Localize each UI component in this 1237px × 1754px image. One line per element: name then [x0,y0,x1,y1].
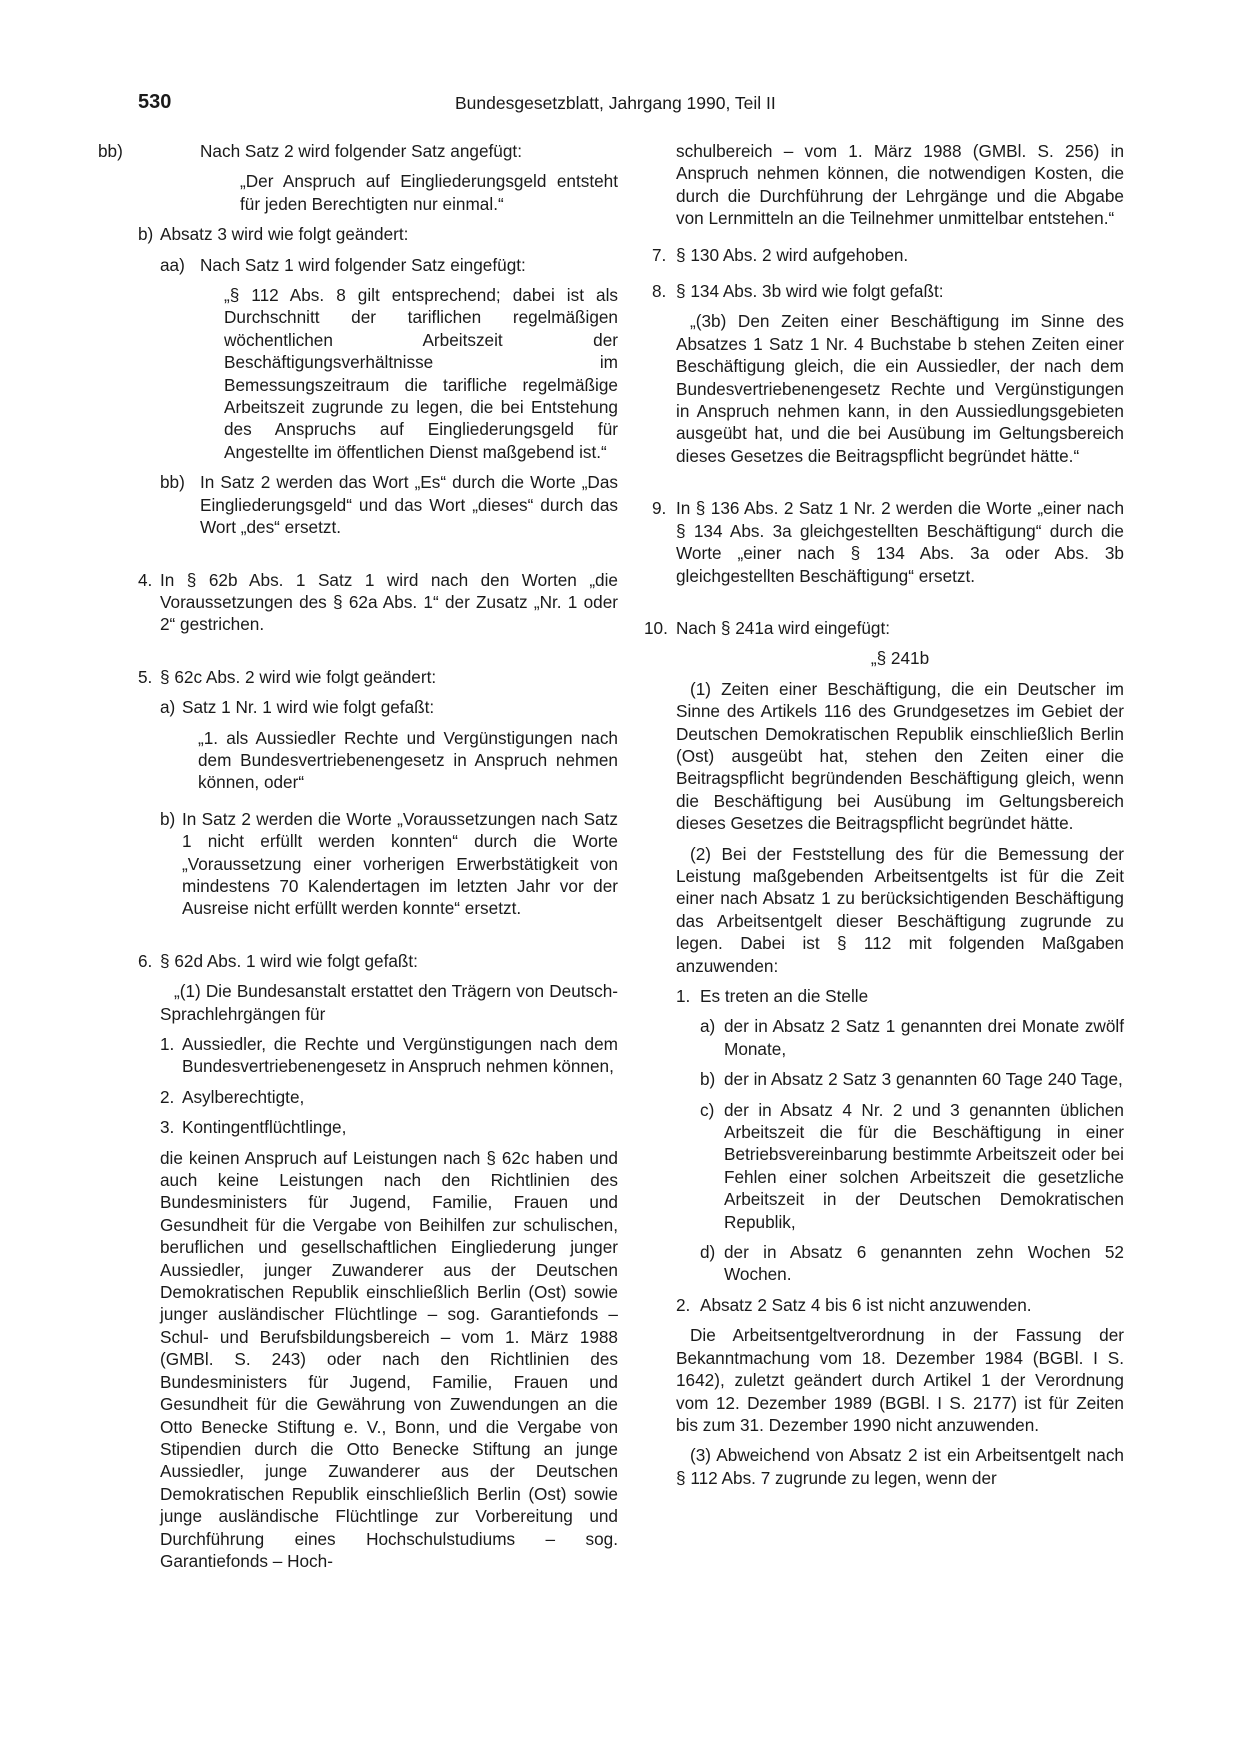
paragraph-text: Die Arbeitsentgeltverordnung in der Fassung der Bekanntmachung vom 18. Dezember 1984 (BGBl. I S. 1642), zuletzt geändert durch Artikel 1 der Verordnung vom 12. Dezember 1989 (BGBl. I S. 2177) ist für Zeiten bis zum 31. Dezember 1990 nicht anzuwenden. [676,1325,1124,1435]
quote-text: „(3b) Den Zeiten einer Beschäftigung im Sinne des Absatzes 1 Satz 1 Nr. 4 Buchstabe b stehen Zeiten einer Beschäftigung gleich, die ein Aussiedler, der nach dem Bundesvertriebenengesetz Rechte und Vergünstigungen in Anspruch nehmen kann, in den Aussiedlungsgebieten ausgeübt hat, und die bei Ausübung im Geltungsbereich dieses Gesetzes die Beitragspflicht begründet hätte.“ [676,311,1124,466]
item-text: der in Absatz 2 Satz 3 genannten 60 Tage 240 Tage, [724,1069,1123,1090]
item-label: a) [160,697,176,718]
item-label: b) [160,808,176,829]
quote-block [138,980,618,1025]
sub-list-item [652,1068,1124,1090]
paragraph-text: (2) Bei der Feststellung des für die Bemessung der Leistung maßgebenden Arbeitsentgelts ist für die Zeit einer nach Absatz 1 zu berücksichtigenden Beschäftigung das Arbeitsentgelt dieser Beschäftigung zugrunde zu legen. Dabei ist § 112 mit folgenden Maßgaben anzuwenden: [676,843,1124,976]
item-text: Aussiedler, die Rechte und Vergünstigungen nach dem Bundesvertriebenengesetz in Anspruch nehmen können, [182,1034,618,1077]
paragraph-text: die keinen Anspruch auf Leistungen nach § 62c haben und auch keine Leistungen nach den Richtlinien des Bundesministers für Jugend, Familie, Frauen und Gesundheit für die Vergabe von Beihilfen zur schulischen, beruflichen und gesellschaftlichen Eingliederung junger Aussiedler, junger Zuwanderer aus der Deutschen Demokratischen Republik einschließlich Berlin (Ost) sowie junger ausländischer Flüchtlinge – sog. Garantiefonds – Schul- und Berufsbildungsbereich – vom 1. März 1988 (GMBl. S. 243) oder nach den Richtlinien des Bundesministers für Jugend, Familie, Frauen und Gesundheit für die Gewährung von Zuwendungen an die Otto Benecke Stiftung e. V., Bonn, und die Vergabe von Stipendien durch die Otto Benecke Stiftung an junge Aussiedler, junge Zuwanderer aus der Deutschen Demokratischen Republik einschließlich Berlin (Ost) sowie junge ausländische Flüchtlinge zur Vorbereitung und Durchführung eines Hochschulstudiums – sog. Garantiefonds – Hoch- [160,1147,618,1571]
item-label: c) [700,1099,715,1120]
amendment-item-5 [138,666,618,688]
item-label: 8. [652,281,667,302]
amendment-bb-1 [98,140,618,162]
item-label: aa) [160,254,185,275]
item-label: 9. [652,498,667,519]
item-text: Kontingentflüchtlinge, [182,1117,347,1138]
amendment-item-5b [138,808,618,920]
item-text: Es treten an die Stelle [700,986,869,1006]
item-text: In § 62b Abs. 1 Satz 1 wird nach den Worten „die Voraussetzungen des § 62a Abs. 1“ der Zusatz „Nr. 1 oder 2“ gestrichen. [160,569,618,635]
item-text: der in Absatz 4 Nr. 2 und 3 genannten üblichen Arbeitszeit die für die Beschäftigung in einer Betriebsvereinbarung bestimmte Arbeitszeit oder bei Fehlen einer solchen Arbeitszeit die gesetzliche Arbeitszeit in der Deutschen Demokratischen Republik, [724,1099,1124,1232]
body-paragraph [652,1324,1124,1436]
item-label: 7. [652,244,667,265]
item-label: a) [700,1016,716,1037]
sub-list-item [652,1099,1124,1233]
list-item [138,1033,618,1078]
quote-block [138,170,618,215]
paragraph-text: schulbereich – vom 1. März 1988 (GMBl. S. 256) in Anspruch nehmen können, die notwendigen Kosten, die durch die Durchführung der Lehrgänge und die Abgabe von Lernmitteln an die Teilnehmer unmittelbar entstehen.“ [676,141,1124,229]
item-label: b) [700,1069,716,1090]
quote-text: „§ 112 Abs. 8 gilt entsprechend; dabei ist als Durchschnitt der tariflichen regelmäßigen wöchentlichen Arbeitszeit der Beschäftigungsverhältnisse im Bemessungszeitraum die tarifliche regelmäßige Arbeitszeit zugrunde zu legen, die bei Entstehung des Anspruchs auf Eingliederungsgeld für Angestellte im öffentlichen Dienst maßgebend ist.“ [224,285,618,462]
item-text: Absatz 3 wird wie folgt geändert: [160,224,409,245]
amendment-aa [138,254,618,276]
body-paragraph [652,678,1124,835]
item-text: Nach § 241a wird eingefügt: [676,617,891,638]
item-label: 1. [676,986,691,1006]
item-text: Absatz 2 Satz 4 bis 6 ist nicht anzuwenden. [700,1294,1032,1315]
item-text: Nach Satz 1 wird folgender Satz eingefügt: [200,254,526,275]
item-text: § 134 Abs. 3b wird wie folgt gefaßt: [676,281,944,302]
item-label: d) [700,1242,716,1263]
paragraph-text: (3) Abweichend von Absatz 2 ist ein Arbeitsentgelt nach § 112 Abs. 7 zugrunde zu legen, wenn der [676,1445,1124,1488]
page-number: 530 [138,91,172,113]
amendment-b [138,223,618,245]
item-text: Nach Satz 2 wird folgender Satz angefügt: [200,141,522,161]
quote-text: „1. als Aussiedler Rechte und Vergünstigungen nach dem Bundesvertriebenengesetz in Anspruch nehmen können, oder“ [198,727,618,793]
section-heading-text: „§ 241b [870,648,930,669]
item-label: 2. [676,1294,691,1315]
item-label: 2. [160,1086,175,1107]
item-text: § 62d Abs. 1 wird wie folgt gefaßt: [160,950,418,971]
body-paragraph [652,843,1124,977]
running-head: Bundesgesetzblatt, Jahrgang 1990, Teil II [455,93,776,113]
item-label: 5. [138,666,153,687]
sub-list-item [652,1015,1124,1060]
body-paragraph [652,1444,1124,1489]
amendment-item-7 [652,244,1124,266]
item-text: § 62c Abs. 2 wird wie folgt geändert: [160,666,437,687]
list-item [138,1086,618,1108]
item-label: bb) [98,141,123,161]
quote-block [652,310,1124,467]
item-label: b) [138,224,154,245]
item-label: 6. [138,950,153,971]
item-text: der in Absatz 6 genannten zehn Wochen 52 Wochen. [724,1242,1124,1285]
item-text: In Satz 2 werden das Wort „Es“ durch die Worte „Das Eingliederungsgeld“ und das Wort „dieses“ durch das Wort „des“ ersetzt. [200,472,618,538]
list-item [652,1294,1124,1316]
amendment-item-6 [138,950,618,972]
item-text: In Satz 2 werden die Worte „Voraussetzungen nach Satz 1 nicht erfüllt werden konnten“ durch die Worte „Voraussetzung einer vorherigen Erwerbstätigkeit von mindestens 70 Kalendertagen im letzten Jahr vor der Ausreise nicht erfüllt werden konnte“ ersetzt. [182,808,618,919]
item-text: Satz 1 Nr. 1 wird wie folgt gefaßt: [182,697,435,718]
amendment-bb-2 [138,471,618,538]
item-text: In § 136 Abs. 2 Satz 1 Nr. 2 werden die Worte „einer nach § 134 Abs. 3a gleichgestellten Beschäftigung“ durch die Worte „einer nach § 134 Abs. 3a oder Abs. 3b gleichgestellten Beschäftigung“ ersetzt. [676,498,1124,586]
item-text: § 130 Abs. 2 wird aufgehoben. [676,244,909,265]
quote-text: „(1) Die Bundesanstalt erstattet den Trägern von Deutsch-Sprachlehrgängen für [160,981,618,1024]
amendment-item-4 [138,569,618,636]
item-text: Asylberechtigte, [182,1086,305,1107]
item-label: 10. [644,617,668,638]
list-item [652,985,1124,1007]
quote-block [138,727,618,794]
body-paragraph [138,1147,618,1573]
item-text: der in Absatz 2 Satz 1 genannten drei Monate zwölf Monate, [724,1016,1124,1059]
left-column [98,140,618,1572]
quote-block [138,284,618,463]
item-label: 1. [160,1034,175,1054]
amendment-item-8 [652,280,1124,302]
continued-paragraph [652,140,1124,230]
item-label: 3. [160,1117,175,1138]
right-column [644,140,1124,1489]
sub-list-item [652,1241,1124,1286]
section-heading [652,647,1124,669]
quote-text: „Der Anspruch auf Eingliederungsgeld entsteht für jeden Berechtigten nur einmal.“ [240,171,618,214]
paragraph-text: (1) Zeiten einer Beschäftigung, die ein Deutscher im Sinne des Artikels 116 des Grundgesetzes im Gebiet der Deutschen Demokratischen Republik einschließlich Berlin (Ost) ausgeübt hat, stehen den Zeiten einer die Beitragspflicht begründenden Beschäftigung gleich, wenn die Beschäftigung bei Ausübung im Geltungsbereich dieses Gesetzes die Beitragspflicht begründet hätte. [676,678,1124,834]
amendment-item-9 [652,497,1124,587]
amendment-item-5a [138,696,618,718]
item-label: bb) [160,472,185,493]
item-label: 4. [138,569,153,590]
list-item [138,1116,618,1138]
amendment-item-10 [644,617,1124,639]
